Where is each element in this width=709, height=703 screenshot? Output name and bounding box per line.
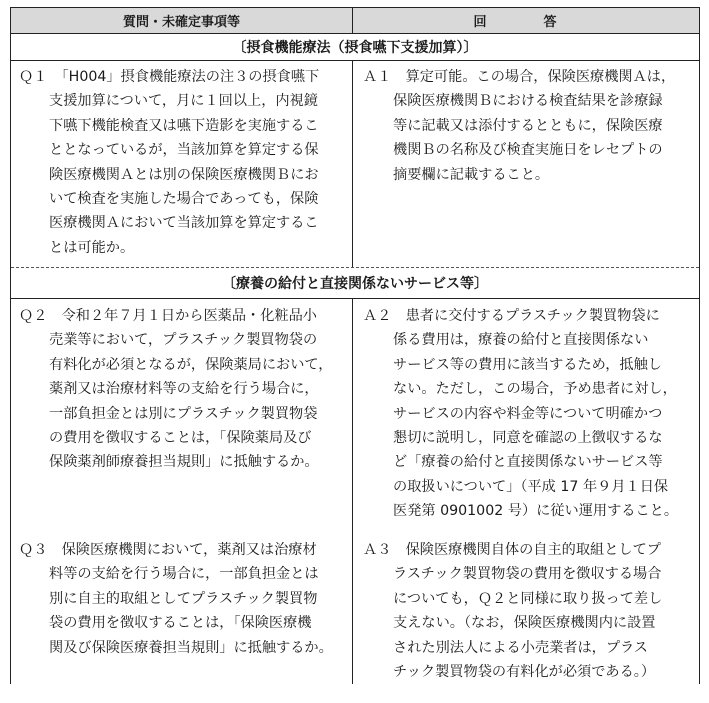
answer-line: 支えない。（なお，保険医療機関内に設置: [393, 615, 656, 632]
column-divider: [352, 60, 353, 267]
question-3: [19, 538, 347, 660]
answer-line: サービス等の費用に該当するため，抵触し: [393, 356, 662, 373]
answer-line: 医発第 0901002 号）に従い運用すること。: [393, 503, 679, 520]
section-rule: [11, 60, 699, 61]
answer-line: 機関Ｂの名称及び検査実施日をレセプトの: [393, 142, 663, 159]
answer-line: ど「療養の給付と直接関係ないサービス等: [393, 454, 663, 471]
answer-line: についても，Ｑ２と同様に取り扱って差し: [393, 590, 663, 607]
question-line: とは可能か。: [49, 239, 135, 256]
answer-line: ラスチック製買物袋の費用を徴収する場合: [393, 566, 662, 583]
question-2: [19, 304, 347, 475]
answer-line: チック製買物袋の有料化が必須である。）: [393, 664, 656, 681]
table-header: [11, 8, 699, 34]
question-line: 袋の費用を徴収することは，「保険医療機: [49, 615, 312, 632]
question-line: 支援加算について，月に１回以上，内視鏡: [49, 93, 318, 110]
answer-column-header: 回 答: [473, 15, 579, 30]
answer-line: の取扱いについて」（平成 17 年９月１日保: [393, 478, 669, 495]
question-line: Ｑ２ 令和２年７月１日から医薬品・化粧品小: [19, 308, 317, 324]
question-line: いて検査を実施した場合であっても，保険: [49, 191, 319, 208]
section-rule: [11, 298, 699, 299]
answer-line: 摘要欄に記載すること。: [393, 166, 550, 183]
question-line: 売業等において，プラスチック製買物袋の: [49, 332, 318, 349]
column-divider: [352, 298, 353, 684]
answer-line: 等に記載又は添付するとともに，保険医療: [393, 117, 663, 134]
answer-line: サービスの内容や料金等について明確かつ: [393, 405, 663, 422]
question-line: 険医療機関Ａとは別の保険医療機関Ｂにお: [49, 166, 319, 183]
answer-line: 保険医療機関Ｂにおける検査結果を診療録: [393, 93, 663, 110]
answer-3: [363, 538, 691, 684]
section-title: 〔摂食機能療法（摂食嚥下支援加算）〕: [232, 40, 478, 56]
answer-line: Ａ２ 患者に交付するプラスチック製買物袋に: [363, 308, 660, 324]
question-line: 保険薬剤師療養担当規則」に抵触するか。: [49, 454, 319, 471]
answer-line: 懇切に説明し，同意を確認の上徴収するな: [393, 430, 663, 447]
answer-line: された別法人による小売業者は，プラス: [393, 639, 648, 656]
question-line: Ｑ１ 「H004」摂食機能療法の注３の摂食嚥下: [19, 69, 320, 85]
question-line: Ｑ３ 保険医療機関において，薬剤又は治療材: [19, 542, 317, 558]
answer-line: 係る費用は，療養の給付と直接関係ない: [393, 332, 649, 349]
row-separator: [11, 267, 699, 268]
question-line: ととなっているが，当該加算を算定する保: [49, 142, 319, 159]
question-line: 有料化が必須となるが，保険薬局において，: [49, 356, 333, 373]
question-line: 料等の支給を行う場合に，一部負担金とは: [49, 566, 319, 583]
answer-2: [363, 304, 691, 524]
question-line: 関及び保険医療養担当規則」に抵触するか。: [49, 639, 333, 656]
column-divider: [352, 8, 353, 33]
answer-line: Ａ１ 算定可能。この場合，保険医療機関Ａは，: [363, 69, 676, 85]
qa-table: [10, 7, 700, 684]
section-title: 〔療養の給付と直接関係ないサービス等〕: [222, 276, 488, 292]
question-line: 下嚥下機能検査又は嚥下造影を実施するこ: [49, 117, 319, 134]
question-line: 医療機関Ａにおいて当該加算を算定するこ: [49, 215, 319, 232]
answer-line: Ａ３ 保険医療機関自体の自主的取組としてプ: [363, 542, 661, 558]
question-line: 薬剤又は治療材料等の支給を行う場合に，: [49, 381, 319, 398]
question-line: 一部負担金とは別にプラスチック製買物袋: [49, 405, 318, 422]
question-1: [19, 65, 347, 260]
answer-line: ない。ただし，この場合，予め患者に対し，: [393, 381, 677, 398]
question-line: 別に自主的取組としてプラスチック製買物: [49, 590, 318, 607]
question-line: の費用を徴収することは，「保険薬局及び: [49, 430, 312, 447]
answer-1: [363, 65, 691, 187]
question-column-header: 質問・未確定事項等: [122, 15, 240, 30]
